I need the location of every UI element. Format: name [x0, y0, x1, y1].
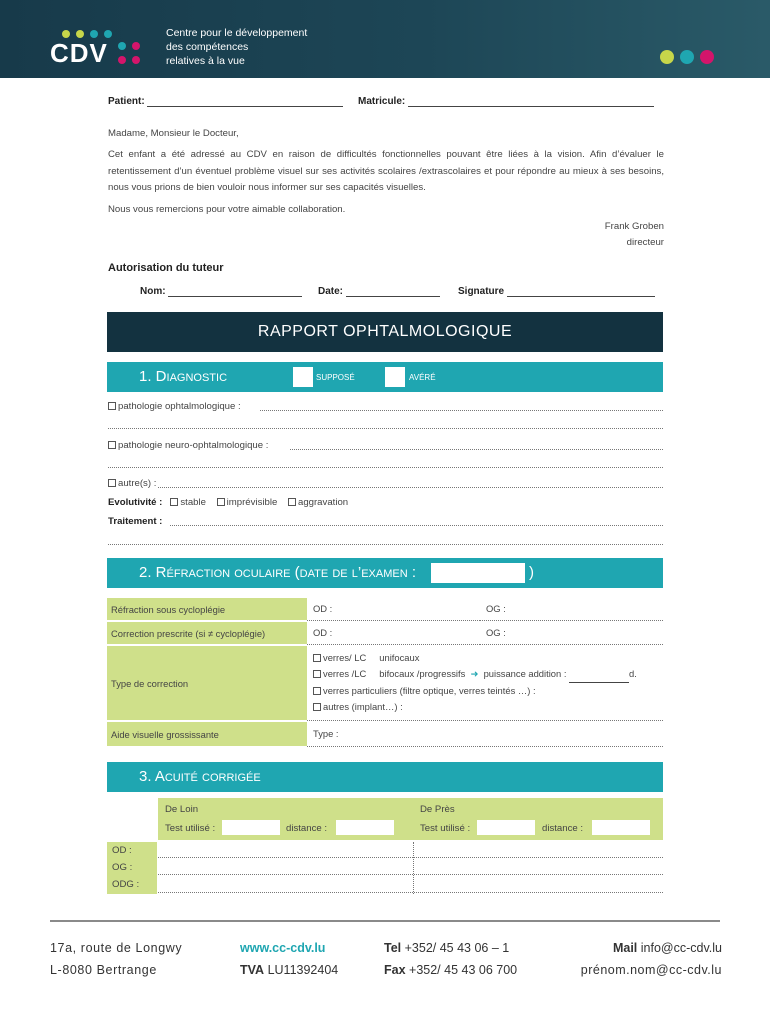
tutor-title: Autorisation du tuteur [108, 262, 224, 274]
signer-name: Frank Groben [604, 221, 664, 232]
matricule-field[interactable]: Matricule: [358, 96, 654, 107]
avere-label: avéré [409, 371, 436, 383]
website-link[interactable]: www.cc-cdv.lu [240, 941, 326, 955]
type-correction-options[interactable]: verres/ LC unifocaux verres /LC bifocaux /progressifs ➜ puissance addition : d. verres particuliers (filtre optique, verres teintés …) : autres (implant…) : [307, 646, 663, 720]
acuite-title: 3. Acuité corrigée [139, 768, 261, 785]
loin-test-input[interactable] [222, 820, 280, 835]
diagnostic-title: 1. Diagnostic [139, 368, 228, 385]
report-title: RAPPORT OPHTALMOLOGIQUE [107, 312, 663, 352]
header-banner [0, 0, 770, 78]
correction-og[interactable]: OG : [480, 622, 663, 644]
arrow-right-icon: ➜ [470, 668, 479, 680]
footer-rule [50, 920, 720, 922]
exam-date-input[interactable] [431, 563, 525, 583]
address-line2: L-8080 Bertrange [50, 963, 157, 977]
mail-line[interactable]: Mail info@cc-cdv.lu [612, 941, 722, 955]
refraction-table [107, 598, 663, 747]
address-line1: 17a, route de Longwy [50, 941, 183, 955]
signer-title: directeur [626, 237, 664, 248]
tagline: Centre pour le développement des compétences relatives à la vue [166, 27, 308, 67]
pathologie-neuro[interactable]: pathologie neuro-ophtalmologique : [108, 440, 268, 451]
autres-field[interactable]: autre(s) : [108, 478, 156, 489]
cycloplegie-od[interactable]: OD : [307, 598, 480, 620]
correction-label: Correction prescrite (si ≠ cycloplégie) [107, 622, 307, 644]
tel-line: Tel +352/ 45 43 06 – 1 [384, 941, 510, 955]
de-pres-label: De Près [420, 804, 455, 815]
evolutivite-row[interactable]: Evolutivité : stable imprévisible aggravation [108, 497, 349, 508]
patient-field[interactable]: Patient: [108, 96, 343, 107]
acuite-od-label: OD : [112, 845, 132, 856]
suppose-label: supposé [316, 371, 355, 383]
correction-od[interactable]: OD : [307, 622, 480, 644]
acuite-odg-label: ODG : [112, 879, 140, 890]
tva-line: TVA LU11392404 [240, 963, 339, 977]
greeting: Madame, Monsieur le Docteur, [108, 128, 239, 139]
type-correction-label: Type de correction [107, 646, 307, 720]
refraction-header: 2. Réfraction oculaire (date de l’examen : ) [107, 558, 663, 588]
pres-test-input[interactable] [477, 820, 535, 835]
fax-line: Fax +352/ 45 43 06 700 [384, 963, 518, 977]
tutor-signature[interactable]: Signature [458, 286, 655, 297]
acuite-og-label: OG : [112, 862, 133, 873]
pathologie-ophtalmo[interactable]: pathologie ophtalmologique : [108, 401, 241, 412]
acuite-header [107, 762, 663, 792]
aide-visuelle-label: Aide visuelle grossissante [107, 722, 307, 746]
cycloplegie-og[interactable]: OG : [480, 598, 663, 620]
aide-visuelle-type[interactable]: Type : [307, 722, 663, 746]
tutor-nom[interactable]: Nom: [140, 286, 302, 297]
suppose-checkbox[interactable] [293, 367, 313, 387]
de-loin-label: De Loin [165, 804, 199, 815]
cycloplegie-label: Réfraction sous cycloplégie [107, 598, 307, 620]
pres-distance-input[interactable] [592, 820, 650, 835]
avere-checkbox[interactable] [385, 367, 405, 387]
tutor-date[interactable]: Date: [318, 286, 440, 297]
letter-body: Cet enfant a été adressé au CDV en raison de difficultés fonctionnelles pouvant être liées à la vision. Afin d’évaluer le retentissement d’un éventuel problème visuel sur ses activités scolaires /extrascolaires et pour répondre au mieux à ses besoins, nous vous prions de bien vouloir nous informer sur ses capacités visuelles. [108, 149, 664, 193]
diagnostic-header [107, 362, 663, 392]
logo-text: CDV [50, 38, 108, 68]
refraction-title: 2. Réfraction oculaire (date de l’examen : [139, 564, 417, 581]
traitement-field[interactable]: Traitement : [108, 516, 163, 527]
loin-distance-input[interactable] [336, 820, 394, 835]
mail-line-2[interactable]: prénom.nom@cc-cdv.lu [580, 963, 722, 977]
thanks: Nous vous remercions pour votre aimable collaboration. [108, 204, 346, 215]
